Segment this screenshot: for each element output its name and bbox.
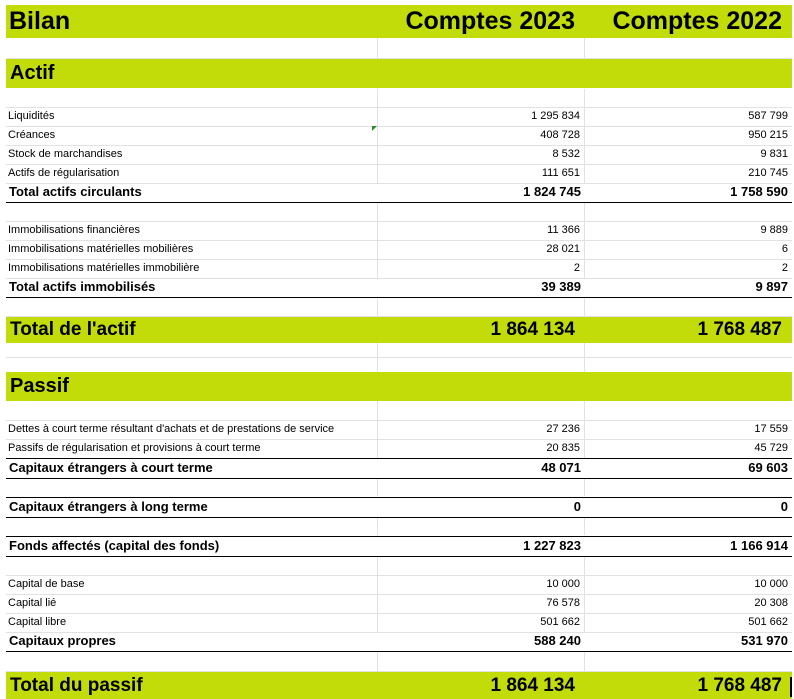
empty-cell[interactable] [6,401,378,420]
row-label[interactable]: Immobilisations financières [6,221,378,240]
section-actif [6,59,792,88]
empty-cell[interactable] [378,38,585,58]
total-row-fonds-affectes [6,536,792,557]
total-2023[interactable]: 39 389 [541,279,581,294]
spacer-row [6,357,792,373]
total-2022[interactable]: 69 603 [748,460,788,475]
value-2022[interactable]: 9 831 [760,148,788,160]
total-row-capitaux-propres [6,632,792,652]
grand-total-label[interactable]: Total de l'actif [10,319,136,340]
value-2023[interactable]: 2 [378,259,585,278]
table-row [6,107,792,127]
value-2022[interactable]: 210 745 [748,167,788,179]
value-2022[interactable]: 45 729 [754,442,788,454]
table-row [6,126,792,146]
value-2023[interactable]: 27 236 [378,420,585,439]
grand-total-passif [6,672,792,699]
empty-cell[interactable] [6,38,378,58]
row-label[interactable]: Créances [6,126,378,145]
total-2023[interactable]: 0 [573,499,581,514]
section-passif [6,372,792,401]
total-label[interactable]: Total actifs immobilisés [9,279,156,294]
value-2022[interactable]: 9 889 [760,224,788,236]
value-2023[interactable]: 10 000 [378,575,585,594]
value-2023[interactable]: 11 366 [378,221,585,240]
spacer-row [6,203,792,222]
value-2022[interactable]: 6 [781,243,788,255]
total-label[interactable]: Capitaux étrangers à court terme [9,460,213,475]
total-2023[interactable]: 1 824 745 [523,184,581,199]
row-label[interactable]: Liquidités [6,107,378,126]
empty-cell[interactable] [378,357,585,372]
empty-cell[interactable] [378,298,585,316]
spacer-row [6,557,792,576]
spacer-row [6,89,792,108]
empty-cell[interactable] [378,479,585,496]
total-2022[interactable]: 531 970 [741,633,788,648]
value-2022[interactable]: 587 799 [748,110,788,122]
value-2023[interactable]: 501 662 [378,613,585,632]
row-label[interactable]: Actifs de régularisation [6,164,378,183]
value-2023[interactable]: 408 728 [378,126,585,145]
empty-cell[interactable] [378,518,585,535]
column-header-2022[interactable]: Comptes 2022 [612,7,782,35]
total-label[interactable]: Capitaux propres [9,633,116,648]
row-label[interactable]: Stock de marchandises [6,145,378,164]
empty-cell[interactable] [378,401,585,420]
grand-total-2022[interactable]: 1 768 487 [697,675,782,696]
spacer-row [6,401,792,421]
total-2022[interactable]: 0 [780,499,788,514]
empty-cell[interactable] [6,203,378,221]
table-row [6,221,792,241]
total-2023[interactable]: 48 071 [541,460,581,475]
table-row [6,240,792,260]
value-2022[interactable]: 950 215 [748,129,788,141]
empty-cell[interactable] [378,89,585,107]
value-2023[interactable]: 20 835 [378,439,585,458]
total-2022[interactable]: 9 897 [755,279,788,294]
value-2022[interactable]: 501 662 [748,616,788,628]
total-row-actifs-circulants [6,183,792,203]
value-2023[interactable]: 1 295 834 [378,107,585,126]
spacer-row [6,298,792,317]
row-label[interactable]: Capital lié [6,594,378,613]
table-row [6,594,792,614]
table-row [6,613,792,633]
grand-total-label[interactable]: Total du passif [10,675,143,696]
row-label[interactable]: Passifs de régularisation et provisions à court terme [6,439,378,458]
table-row [6,259,792,279]
total-label[interactable]: Total actifs circulants [9,184,142,199]
value-2022[interactable]: 20 308 [754,597,788,609]
spacer-row [6,38,792,59]
value-2023[interactable]: 28 021 [378,240,585,259]
section-label[interactable]: Passif [10,375,69,397]
empty-cell[interactable] [6,357,378,372]
empty-cell[interactable] [378,652,585,671]
row-label[interactable]: Immobilisations matérielles mobilières [6,240,378,259]
header-row [6,5,792,38]
empty-cell[interactable] [378,343,585,357]
text-cursor-icon [790,677,792,697]
total-row-actifs-immobilises [6,278,792,298]
table-row [6,164,792,184]
value-2022[interactable]: 2 [781,262,788,274]
spacer-row [6,343,792,358]
column-header-2023[interactable]: Comptes 2023 [405,7,575,35]
total-2023[interactable]: 588 240 [534,633,581,648]
value-2023[interactable]: 76 578 [378,594,585,613]
empty-cell[interactable] [6,343,378,357]
total-2022[interactable]: 1 166 914 [730,538,788,553]
total-2022[interactable]: 1 758 590 [730,184,788,199]
table-row [6,439,792,459]
grand-total-2023[interactable]: 1 864 134 [490,675,575,696]
spacer-row [6,652,792,672]
section-label[interactable]: Actif [10,62,55,84]
total-row-court-terme [6,458,792,479]
grand-total-2022[interactable]: 1 768 487 [697,319,782,340]
total-2023[interactable]: 1 227 823 [523,538,581,553]
empty-cell[interactable] [378,557,585,575]
empty-cell[interactable] [6,298,378,316]
spacer-row [6,518,792,535]
comment-indicator-icon[interactable] [372,126,377,131]
total-label[interactable]: Capitaux étrangers à long terme [9,499,208,514]
value-2023[interactable]: 8 532 [378,145,585,164]
table-row [6,420,792,440]
sheet-title[interactable]: Bilan [9,7,71,35]
row-label[interactable]: Dettes à court terme résultant d'achats et de prestations de service [6,420,378,439]
grand-total-2023[interactable]: 1 864 134 [490,319,575,340]
grand-total-actif [6,317,792,343]
row-label[interactable]: Capital de base [6,575,378,594]
total-row-long-terme [6,497,792,518]
empty-cell[interactable] [6,89,378,107]
value-2023[interactable]: 111 651 [378,164,585,183]
value-2022[interactable]: 10 000 [754,578,788,590]
empty-cell[interactable] [6,479,378,496]
total-label[interactable]: Fonds affectés (capital des fonds) [9,538,220,553]
empty-cell[interactable] [6,518,378,535]
row-label[interactable]: Capital libre [6,613,378,632]
empty-cell[interactable] [6,557,378,575]
table-row [6,145,792,165]
empty-cell[interactable] [6,652,378,671]
value-2022[interactable]: 17 559 [754,423,788,435]
table-row [6,575,792,595]
spacer-row [6,479,792,496]
empty-cell[interactable] [378,203,585,221]
row-label[interactable]: Immobilisations matérielles immobilière [6,259,378,278]
